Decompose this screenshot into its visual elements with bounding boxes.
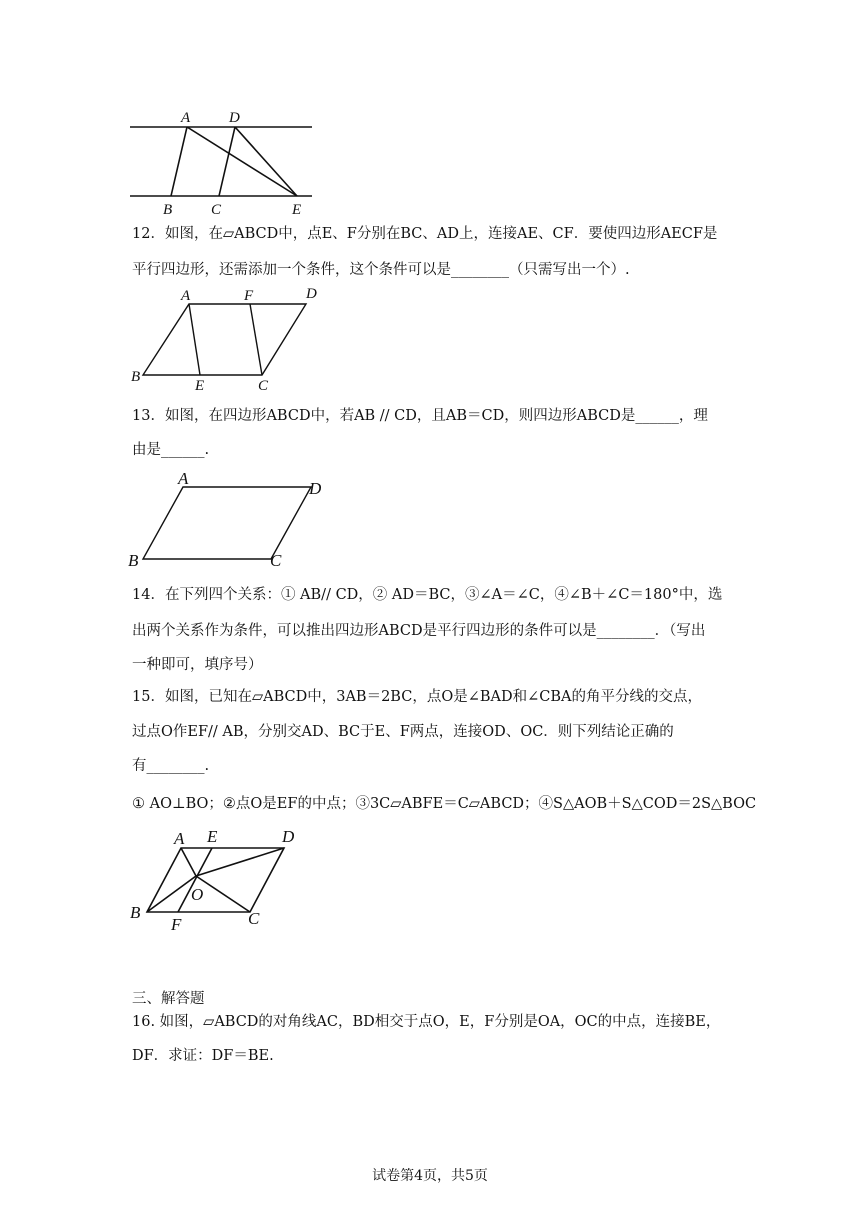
q15-line2: 过点O作EF// AB，分别交AD、BC于E、F两点，连接OD、OC．则下列结论正确的	[132, 724, 674, 740]
segment-BO	[147, 876, 196, 912]
q14-line3: 一种即可，填序号）	[132, 657, 263, 673]
q15-line3: 有________.	[132, 758, 210, 774]
q12-line1: 12．如图，在▱ABCD中，点E、F分别在BC、AD上，连接AE、CF．要使四边形AECF是	[132, 226, 718, 242]
page-footer: 试卷第4页，共5页	[372, 1168, 488, 1184]
parallelogram-ABCD	[143, 487, 311, 559]
figure-q15	[0, 820, 860, 935]
q16-line1: 16. 如图，▱ABCD的对角线AC，BD相交于点O，E，F分别是OA，OC的中点，连接BE，	[132, 1014, 721, 1030]
label-E: E	[195, 378, 205, 394]
label-D: D	[282, 827, 295, 846]
q15-line1: 15．如图，已知在▱ABCD中，3AB＝2BC，点O是∠BAD和∠CBA的角平分线的交点，	[132, 689, 702, 705]
label-B: B	[130, 903, 141, 922]
q12-line2: 平行四边形，还需添加一个条件，这个条件可以是________（只需写出一个）.	[132, 262, 630, 278]
parallelogram-ABCD	[147, 848, 284, 912]
label-O: O	[191, 885, 204, 904]
segment-DC	[219, 127, 235, 196]
segment-DE	[235, 127, 297, 196]
label-F: F	[244, 288, 254, 304]
label-D: D	[306, 286, 317, 302]
figure-q13	[0, 465, 860, 575]
label-B: B	[163, 202, 173, 218]
label-D: D	[229, 110, 240, 126]
label-C: C	[248, 909, 260, 928]
segment-AB	[171, 127, 187, 196]
q14-line2: 出两个关系作为条件，可以推出四边形ABCD是平行四边形的条件可以是________．（写出	[132, 623, 706, 639]
q15-line4: ① AO⊥BO；②点O是EF的中点；③3C▱ABFE＝C▱ABCD；④S△AOB＋S△COD＝2S△BOC	[132, 796, 757, 812]
segment-AE	[189, 304, 200, 375]
section-title: 三、解答题	[132, 991, 205, 1007]
figure-q12	[0, 280, 860, 395]
label-A: A	[181, 110, 191, 126]
q14-line1: 14．在下列四个关系：① AB// CD，② AD＝BC，③∠A＝∠C，④∠B＋∠C＝180°中，选	[132, 587, 723, 603]
label-B: B	[128, 551, 139, 570]
label-A: A	[181, 288, 191, 304]
label-C: C	[258, 378, 269, 394]
label-B: B	[131, 369, 141, 385]
label-E: E	[292, 202, 302, 218]
segment-FC	[250, 304, 262, 375]
label-A: A	[174, 829, 185, 848]
segment-AO	[181, 848, 196, 876]
segment-OC	[196, 876, 250, 912]
q13-line2: 由是______.	[132, 442, 210, 458]
label-F: F	[171, 915, 182, 934]
figure-q11	[0, 0, 860, 230]
q16-line2: DF．求证：DF＝BE.	[132, 1048, 274, 1064]
q13-line1: 13．如图，在四边形ABCD中，若AB // CD，且AB＝CD，则四边形ABCD是______，理	[132, 408, 708, 424]
label-C: C	[211, 202, 222, 218]
label-E: E	[207, 827, 218, 846]
label-A: A	[178, 469, 189, 488]
label-D: D	[309, 479, 322, 498]
label-C: C	[270, 551, 282, 570]
segment-AE	[187, 127, 297, 196]
parallelogram-ABCD	[143, 304, 306, 375]
